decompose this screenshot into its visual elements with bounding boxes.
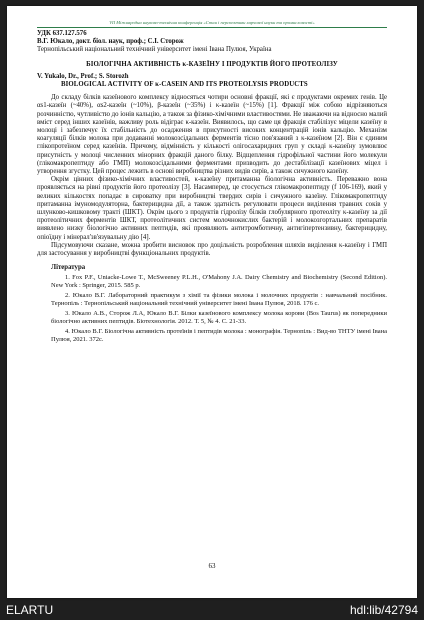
reference-item: 4. Юкало В.Г. Біологічна активність протеїнів і пептидів молока : монографія. Тернопіль : Вид-во ТНТУ імені Івана Пулюя, 2021. 372с. [51, 327, 387, 343]
repository-label: ELARTU [6, 603, 54, 617]
article-body [37, 30, 387, 346]
conference-header: VII Міжнародна науково-технічна конференція «Стан і перспективи харчової науки та промисловості» [109, 20, 315, 25]
paragraph-3: Підсумовуючи сказане, можна зробити висновок про доцільність розроблення шляхів виділення κ-казеїну і ГМП для застосування у виробництві функціональних продуктів. [37, 241, 387, 258]
title-ua: БІОЛОГІЧНА АКТИВНІСТЬ κ-КАЗЕЇНУ І ПРОДУКТІВ ЙОГО ПРОТЕОЛІЗУ [86, 60, 338, 68]
authors-en: V. Yukalo, Dr., Prof.; S. Storozh [37, 72, 129, 80]
viewer-footer [0, 600, 424, 620]
reference-item: 2. Юкало В.Г. Лабораторний практикум з хімії та фізики молока і молочних продуктів : навчальний посібник. Тернопіль : Тернопільський національний технічний університет імені Івана Пулюя, 2018. 176 с. [51, 292, 387, 308]
reference-item: 3. Юкало А.В., Сторож Л.А, Юкало В.Г. Білки казеїнового комплексу молока корови (Bos Taurus) як попередники біологічно активних пептидів. Біотехнологія. 2012. Т. 5, № 4. С. 21-33. [51, 310, 387, 326]
reference-item: 1. Fox P.F., Uniacke-Lowe T., McSweeney P.L.H., O'Mahony J.A. Dairy Chemistry and Biochemistry (Second Edition). New York : Springer, 2015. 585 p. [51, 274, 387, 290]
title-en: BIOLOGICAL ACTIVITY OF κ-CASEIN AND ITS PROTEOLYSIS PRODUCTS [61, 81, 308, 89]
paragraph-2: Окрім цінних фізико-хімічних властивостей, κ-казеїну притаманна біологічна активність. Переважно вона проявляється на рівні продуктів його протеолізу [3]. Насамперед, це стосується глікомакропептиду (f 106-169), який у великих кількостях попадає в сироватку при виробництві твердих сирів і сичужного казеїну. Глікомакропептиду притаманна імуномодуляторна, бактерицидна дії, а також здатність регулювати процеси виділення травних соків у шлунково-кишковому тракті (ШКТ). Окрім цього з продуктів гідролізу білків глобулярного протеоліту κ-казеїну за дії протеолітичних ферментів ШКТ, протеолітичних систем молочнокислих бактерій і молокозгортальних препаратів виявлено низку біологічно активних пептидів, які проявляють антитромботичну, антигіпертензивну, бактерицидну, опіоїдну і мінерал'зв'язувальну дію [4]. [37, 176, 387, 241]
references-title: Література [51, 264, 86, 272]
authors-ua: В.Г. Юкало, докт. біол. наук, проф.; С.І. Сторож [37, 38, 184, 46]
header-divider [37, 27, 387, 28]
affiliation: Тернопільський національний технічний університет імені Івана Пулюя, Україна [37, 46, 272, 54]
references-list [37, 274, 387, 343]
handle-link[interactable]: hdl:lib/42794 [349, 603, 418, 617]
document-page [7, 6, 417, 598]
paragraph-1: До складу білків казеїнового комплексу відносяться чотири основні фракції, які є продуктами окремих генів. Це αs1-казеїн (~40%), αs2-казеїн (~10%), β-казеїн (~35%) і κ-казеїн (~15%) [1]. Фракції між собою відрізняються розчинністю, чутливістю до іонів кальцію, а також за фізико-хімічними властивостями. Не зважаючи на відносно малий вміст серед інших казеїнів, важливу роль відіграє κ-казеїн. Виявилось, що саме ця фракція стабілізує міцели казеїну в молоці і забезпечує їх стабільність до осадження в присутності високих концентрацій іонів кальцію. Механізм коагуляції білків молока при додаванні молокозсідальних ферментів тісно пов'язаний з κ-казеїном [2]. Він є єдиним глікопротеїном серед казеїнів. Причому, відмінність у кількості олігосахаридних груп у складі κ-казеїну зумовлює присутність у молоці численних мінорних фракцій даного білку. Відщеплення гідрофільної частини його молекули (глікомакропептиду або ГМП) молокозсідальними ферментами призводить до дестабілізації казеїнових міцел і утворення згустку. Цей процес лежить в основі виробництва різних видів сирів, а також сичужного казеїну. [37, 94, 387, 176]
page-number: 63 [208, 562, 216, 570]
udk-code: УДК 637.127.576 [37, 30, 87, 37]
